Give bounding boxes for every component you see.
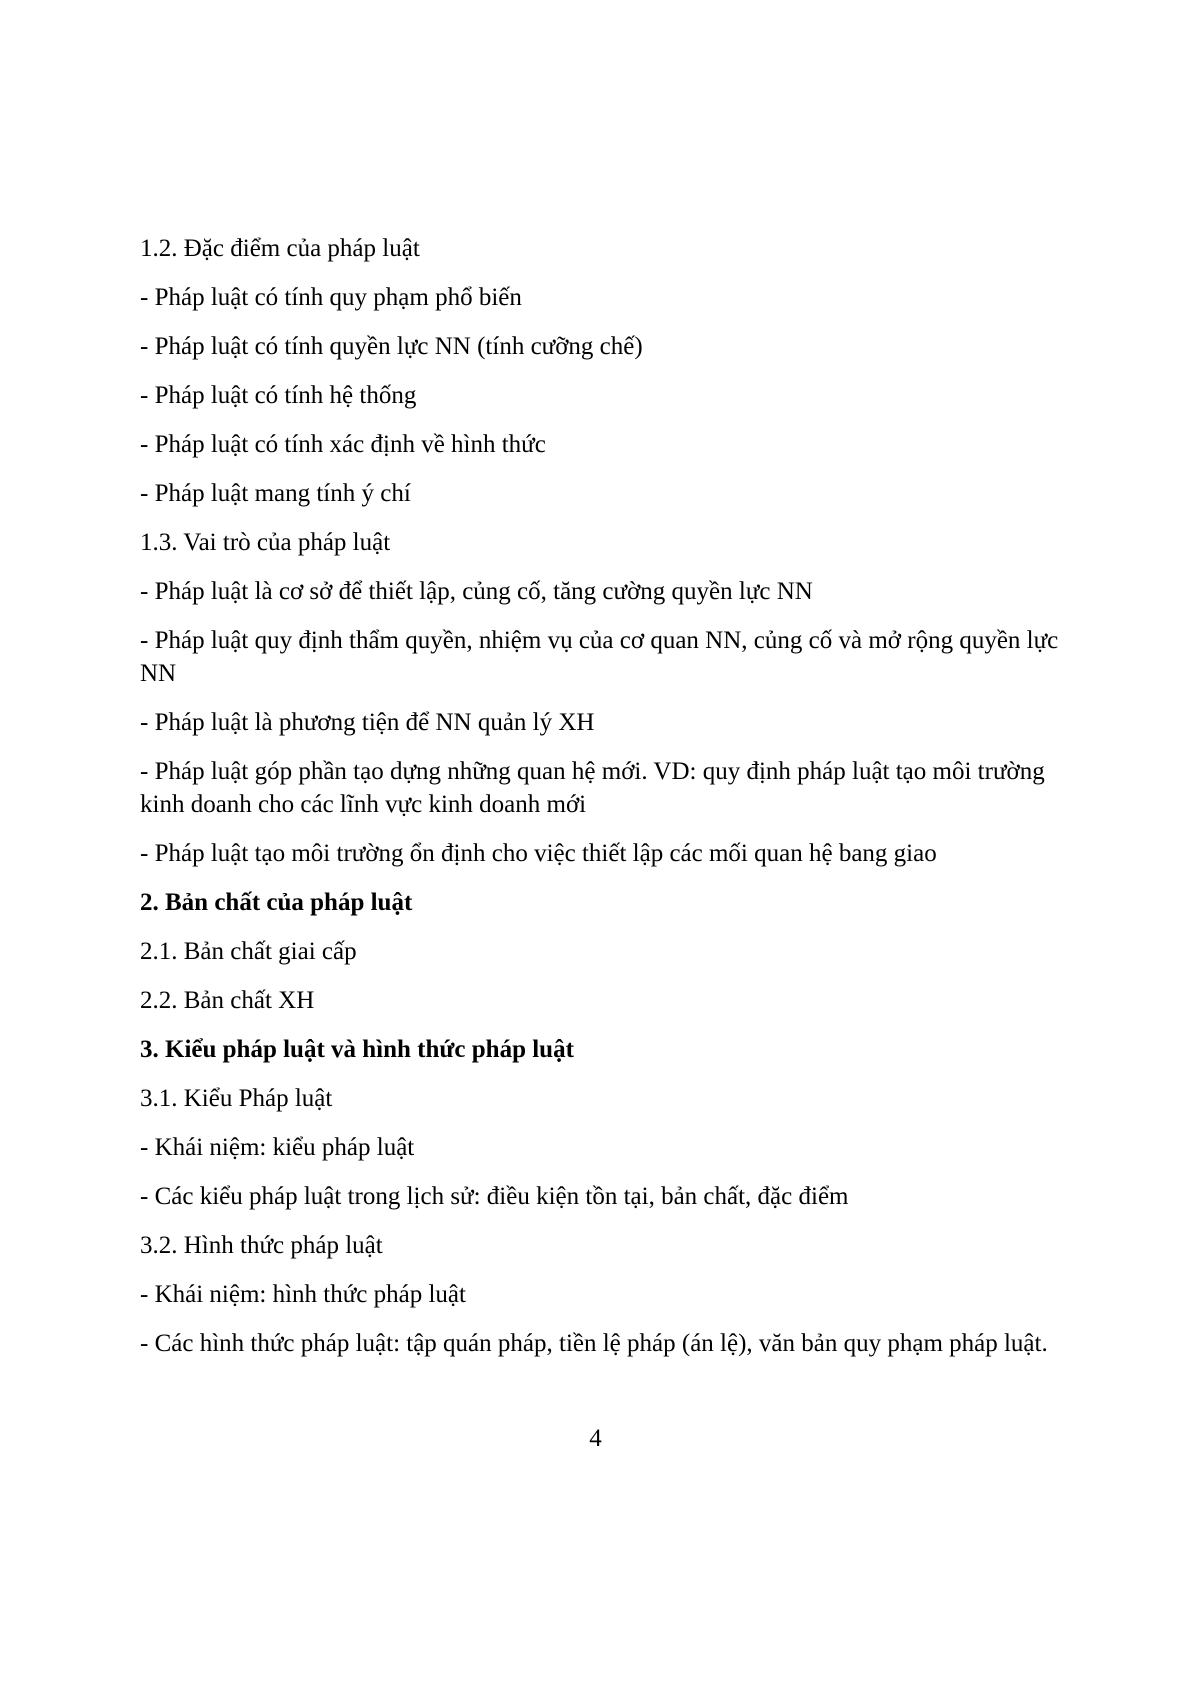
- section-heading: 2. Bản chất của pháp luật: [140, 889, 413, 916]
- page-number: 4: [589, 1425, 602, 1452]
- list-item: - Pháp luật góp phần tạo dựng những quan hệ mới. VD: quy định pháp luật tạo môi trường kinh doanh cho các lĩnh vực kinh doanh mới: [140, 758, 1045, 818]
- list-item: - Pháp luật mang tính ý chí: [140, 480, 411, 507]
- subheading: 1.2. Đặc điểm của pháp luật: [140, 235, 420, 262]
- list-item: - Pháp luật có tính hệ thống: [140, 382, 417, 409]
- document-body: [140, 232, 1060, 1376]
- subheading: 2.1. Bản chất giai cấp: [140, 938, 357, 965]
- list-item: - Pháp luật có tính quy phạm phổ biến: [140, 284, 522, 311]
- subheading: 1.3. Vai trò của pháp luật: [140, 529, 391, 556]
- list-item: - Khái niệm: hình thức pháp luật: [140, 1281, 466, 1308]
- list-item: - Khái niệm: kiểu pháp luật: [140, 1134, 415, 1161]
- list-item: - Pháp luật tạo môi trường ổn định cho việc thiết lập các mối quan hệ bang giao: [140, 840, 937, 867]
- section-heading: 3. Kiểu pháp luật và hình thức pháp luật: [140, 1036, 574, 1063]
- subheading: 3.1. Kiểu Pháp luật: [140, 1085, 333, 1112]
- subheading: 3.2. Hình thức pháp luật: [140, 1232, 383, 1259]
- list-item: - Pháp luật quy định thẩm quyền, nhiệm vụ của cơ quan NN, củng cố và mở rộng quyền lực NN: [140, 627, 1059, 687]
- list-item: - Pháp luật là cơ sở để thiết lập, củng cố, tăng cường quyền lực NN: [140, 578, 813, 605]
- list-item: - Các hình thức pháp luật: tập quán pháp, tiền lệ pháp (án lệ), văn bản quy phạm pháp luật.: [140, 1330, 1048, 1357]
- subheading: 2.2. Bản chất XH: [140, 987, 315, 1014]
- list-item: - Pháp luật có tính quyền lực NN (tính cưỡng chế): [140, 333, 643, 360]
- list-item: - Các kiểu pháp luật trong lịch sử: điều kiện tồn tại, bản chất, đặc điểm: [140, 1183, 849, 1210]
- list-item: - Pháp luật có tính xác định về hình thức: [140, 431, 546, 458]
- list-item: - Pháp luật là phương tiện để NN quản lý XH: [140, 709, 595, 736]
